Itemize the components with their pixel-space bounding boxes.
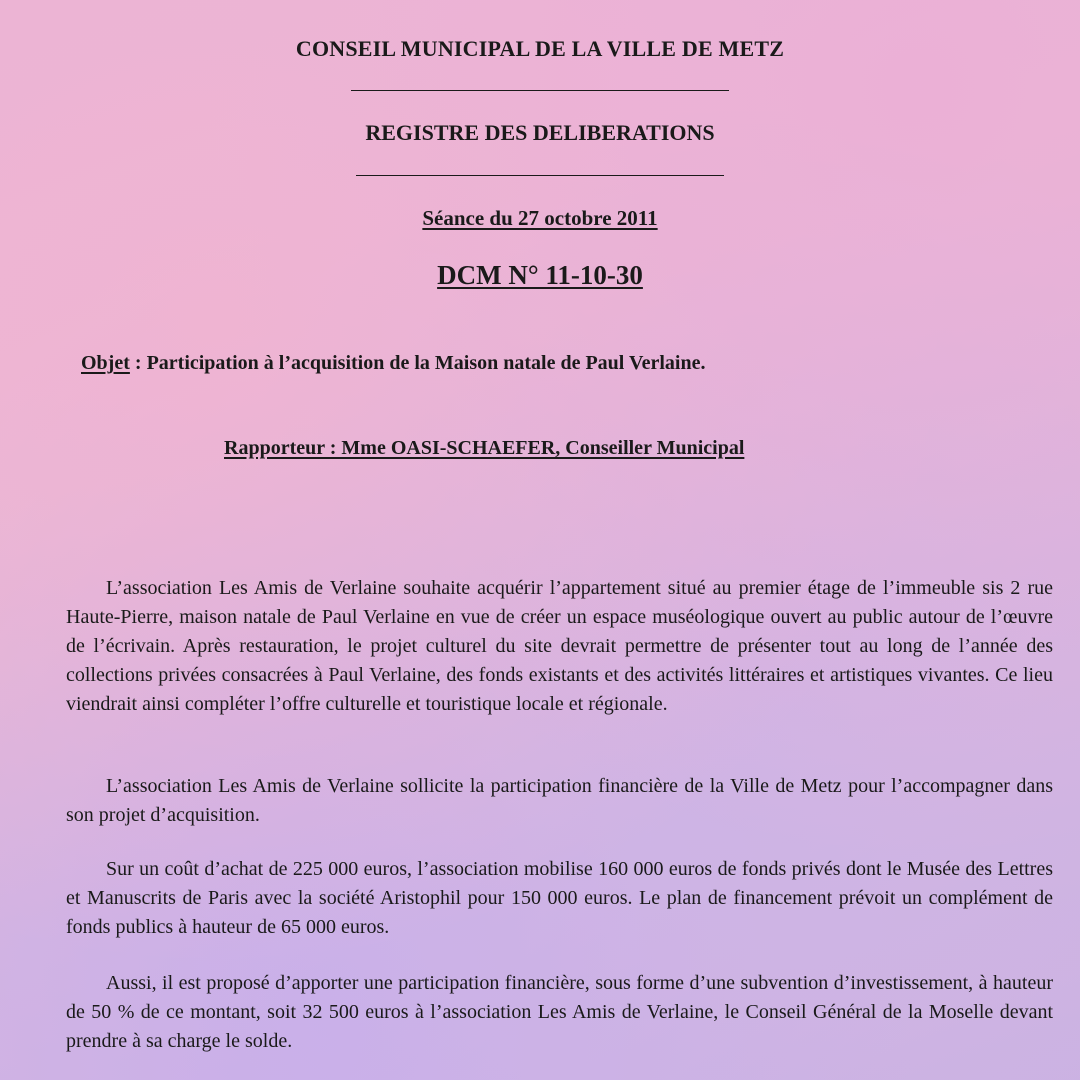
- register-heading: REGISTRE DES DELIBERATIONS: [365, 120, 715, 145]
- council-heading: CONSEIL MUNICIPAL DE LA VILLE DE METZ: [295, 36, 785, 61]
- session-date-text: Séance du 27 octobre 2011: [422, 206, 658, 230]
- paragraph-text: L’association Les Amis de Verlaine souhaite acquérir l’appartement situé au premier étage de l’immeuble sis 2 rue Haute-Pierre, maison natale de Paul Verlaine en vue de créer un espace muséologique ouvert au public autour de l’œuvre de l’écrivain. Après restauration, le projet culturel du site devrait permettre de présenter tout au long de l’année des collections privées consacrées à Paul Verlaine, des fonds existants et des activités littéraires et artistiques vivantes. Ce lieu viendrait ainsi compléter l’offre culturelle et touristique locale et régionale.: [66, 577, 1053, 715]
- body-paragraph: [66, 574, 1053, 719]
- heading-divider: [356, 175, 724, 176]
- heading-divider: [351, 90, 729, 91]
- body-paragraph: [66, 772, 1053, 830]
- deliberation-number: [0, 260, 1080, 291]
- subject-text: Participation à l’acquisition de la Maison natale de Paul Verlaine.: [146, 352, 706, 374]
- body-paragraph: [66, 855, 1053, 942]
- session-date: [0, 206, 1080, 231]
- paragraph-text: Aussi, il est proposé d’apporter une participation financière, sous forme d’une subvention d’investissement, à hauteur de 50 % de ce montant, soit 32 500 euros à l’association Les Amis de Verlaine, le Conseil Général de la Moselle devant prendre à sa charge le solde.: [66, 972, 1053, 1052]
- paragraph-text: L’association Les Amis de Verlaine sollicite la participation financière de la Ville de Metz pour l’accompagner dans son projet d’acquisition.: [66, 775, 1053, 826]
- subject-label: Objet: [81, 352, 130, 374]
- subject-separator: :: [129, 352, 147, 374]
- body-paragraph: [66, 969, 1053, 1056]
- subject-line: [81, 352, 705, 375]
- paragraph-text: Sur un coût d’achat de 225 000 euros, l’association mobilise 160 000 euros de fonds privés dont le Musée des Lettres et Manuscrits de Paris avec la société Aristophil pour 150 000 euros. Le plan de financement prévoit un complément de fonds publics à hauteur de 65 000 euros.: [66, 858, 1053, 938]
- deliberation-number-text: DCM N° 11-10-30: [437, 260, 643, 290]
- rapporteur-line: Rapporteur : Mme OASI-SCHAEFER, Conseiller Municipal: [224, 437, 745, 459]
